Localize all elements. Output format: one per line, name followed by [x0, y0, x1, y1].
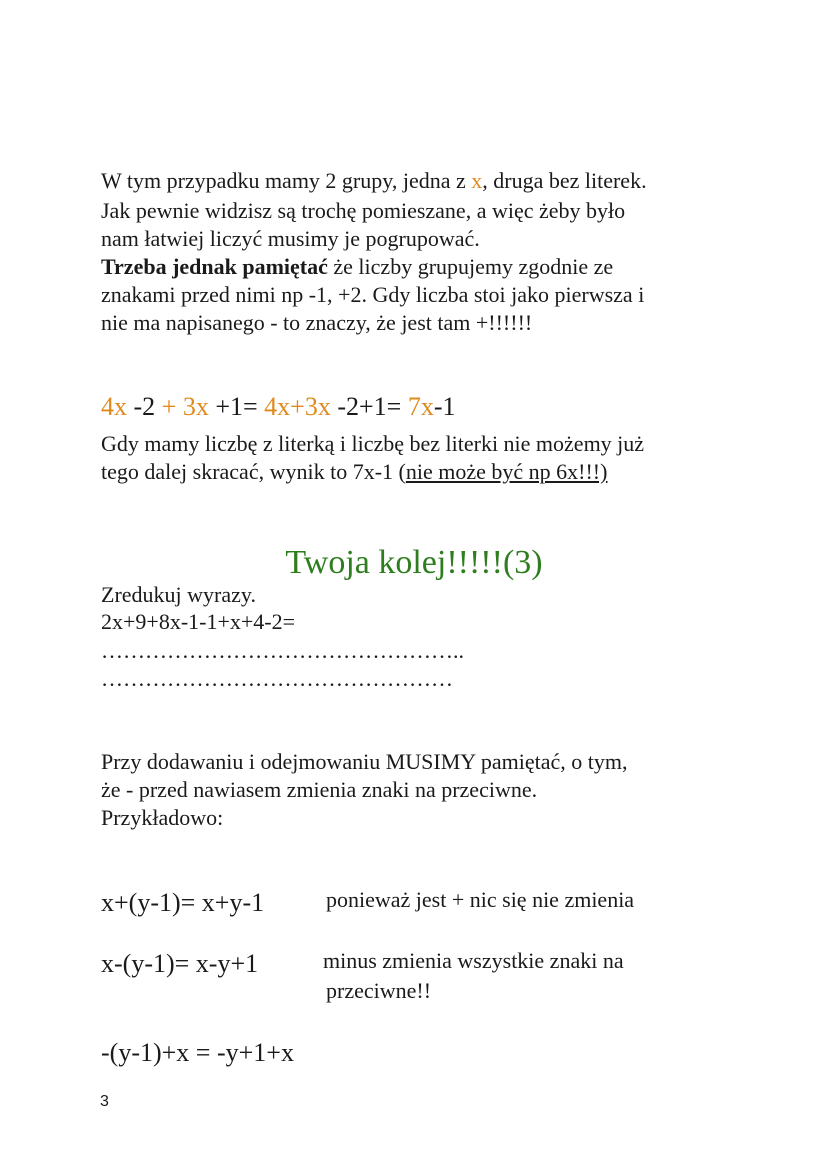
rule-line-1: Przy dodawaniu i odejmowaniu MUSIMY pamiętać, o tym,	[101, 749, 628, 774]
page-number: 3	[100, 1093, 109, 1110]
rule-line-2: że - przed nawiasem zmienia znaki na przeciwne.	[101, 777, 538, 802]
intro-line-6: nie ma napisanego - to znaczy, że jest tam +!!!!!!	[101, 310, 533, 335]
intro-line-4: Trzeba jednak pamiętać że liczby grupujemy zgodnie ze	[101, 254, 614, 279]
emphasis-text: Trzeba jednak pamiętać	[101, 254, 328, 279]
example-1-equation: x+(y-1)= x+y-1	[101, 888, 265, 917]
rule-line-3: Przykładowo:	[101, 805, 224, 830]
example-2-note-line-1: minus zmienia wszystkie znaki na	[323, 948, 624, 973]
example-equation: 4x -2 + 3x +1= 4x+3x -2+1= 7x-1	[101, 392, 456, 421]
underlined-note: nie może być np 6x!!!)	[405, 459, 608, 484]
intro-line-3: nam łatwiej liczyć musimy je pogrupować.	[101, 226, 480, 251]
exercise-heading: Twoja kolej!!!!!(3)	[285, 544, 543, 581]
conclusion-line-2: tego dalej skracać, wynik to 7x-1 (nie może być np 6x!!!)	[101, 459, 608, 484]
intro-line-5: znakami przed nimi np -1, +2. Gdy liczba stoi jako pierwsza i	[101, 282, 645, 307]
example-2-note-line-2: przeciwne!!	[326, 978, 432, 1003]
conclusion-line-1: Gdy mamy liczbę z literką i liczbę bez literki nie możemy już	[101, 431, 645, 456]
variable-x: x	[471, 168, 483, 193]
answer-dots-line-1: …………………………………………..	[101, 638, 464, 663]
answer-dots-line-2: …………………………………………	[101, 666, 453, 691]
example-2-equation: x-(y-1)= x-y+1	[101, 949, 259, 978]
intro-line-1: W tym przypadku mamy 2 grupy, jedna z x, druga bez literek.	[101, 168, 647, 193]
example-3-equation: -(y-1)+x = -y+1+x	[101, 1038, 294, 1067]
example-1-note: ponieważ jest + nic się nie zmienia	[326, 887, 635, 912]
exercise-expression: 2x+9+8x-1-1+x+4-2=	[101, 609, 296, 634]
intro-line-2: Jak pewnie widzisz są trochę pomieszane, a więc żeby było	[101, 198, 626, 223]
exercise-instruction: Zredukuj wyrazy.	[101, 582, 256, 607]
